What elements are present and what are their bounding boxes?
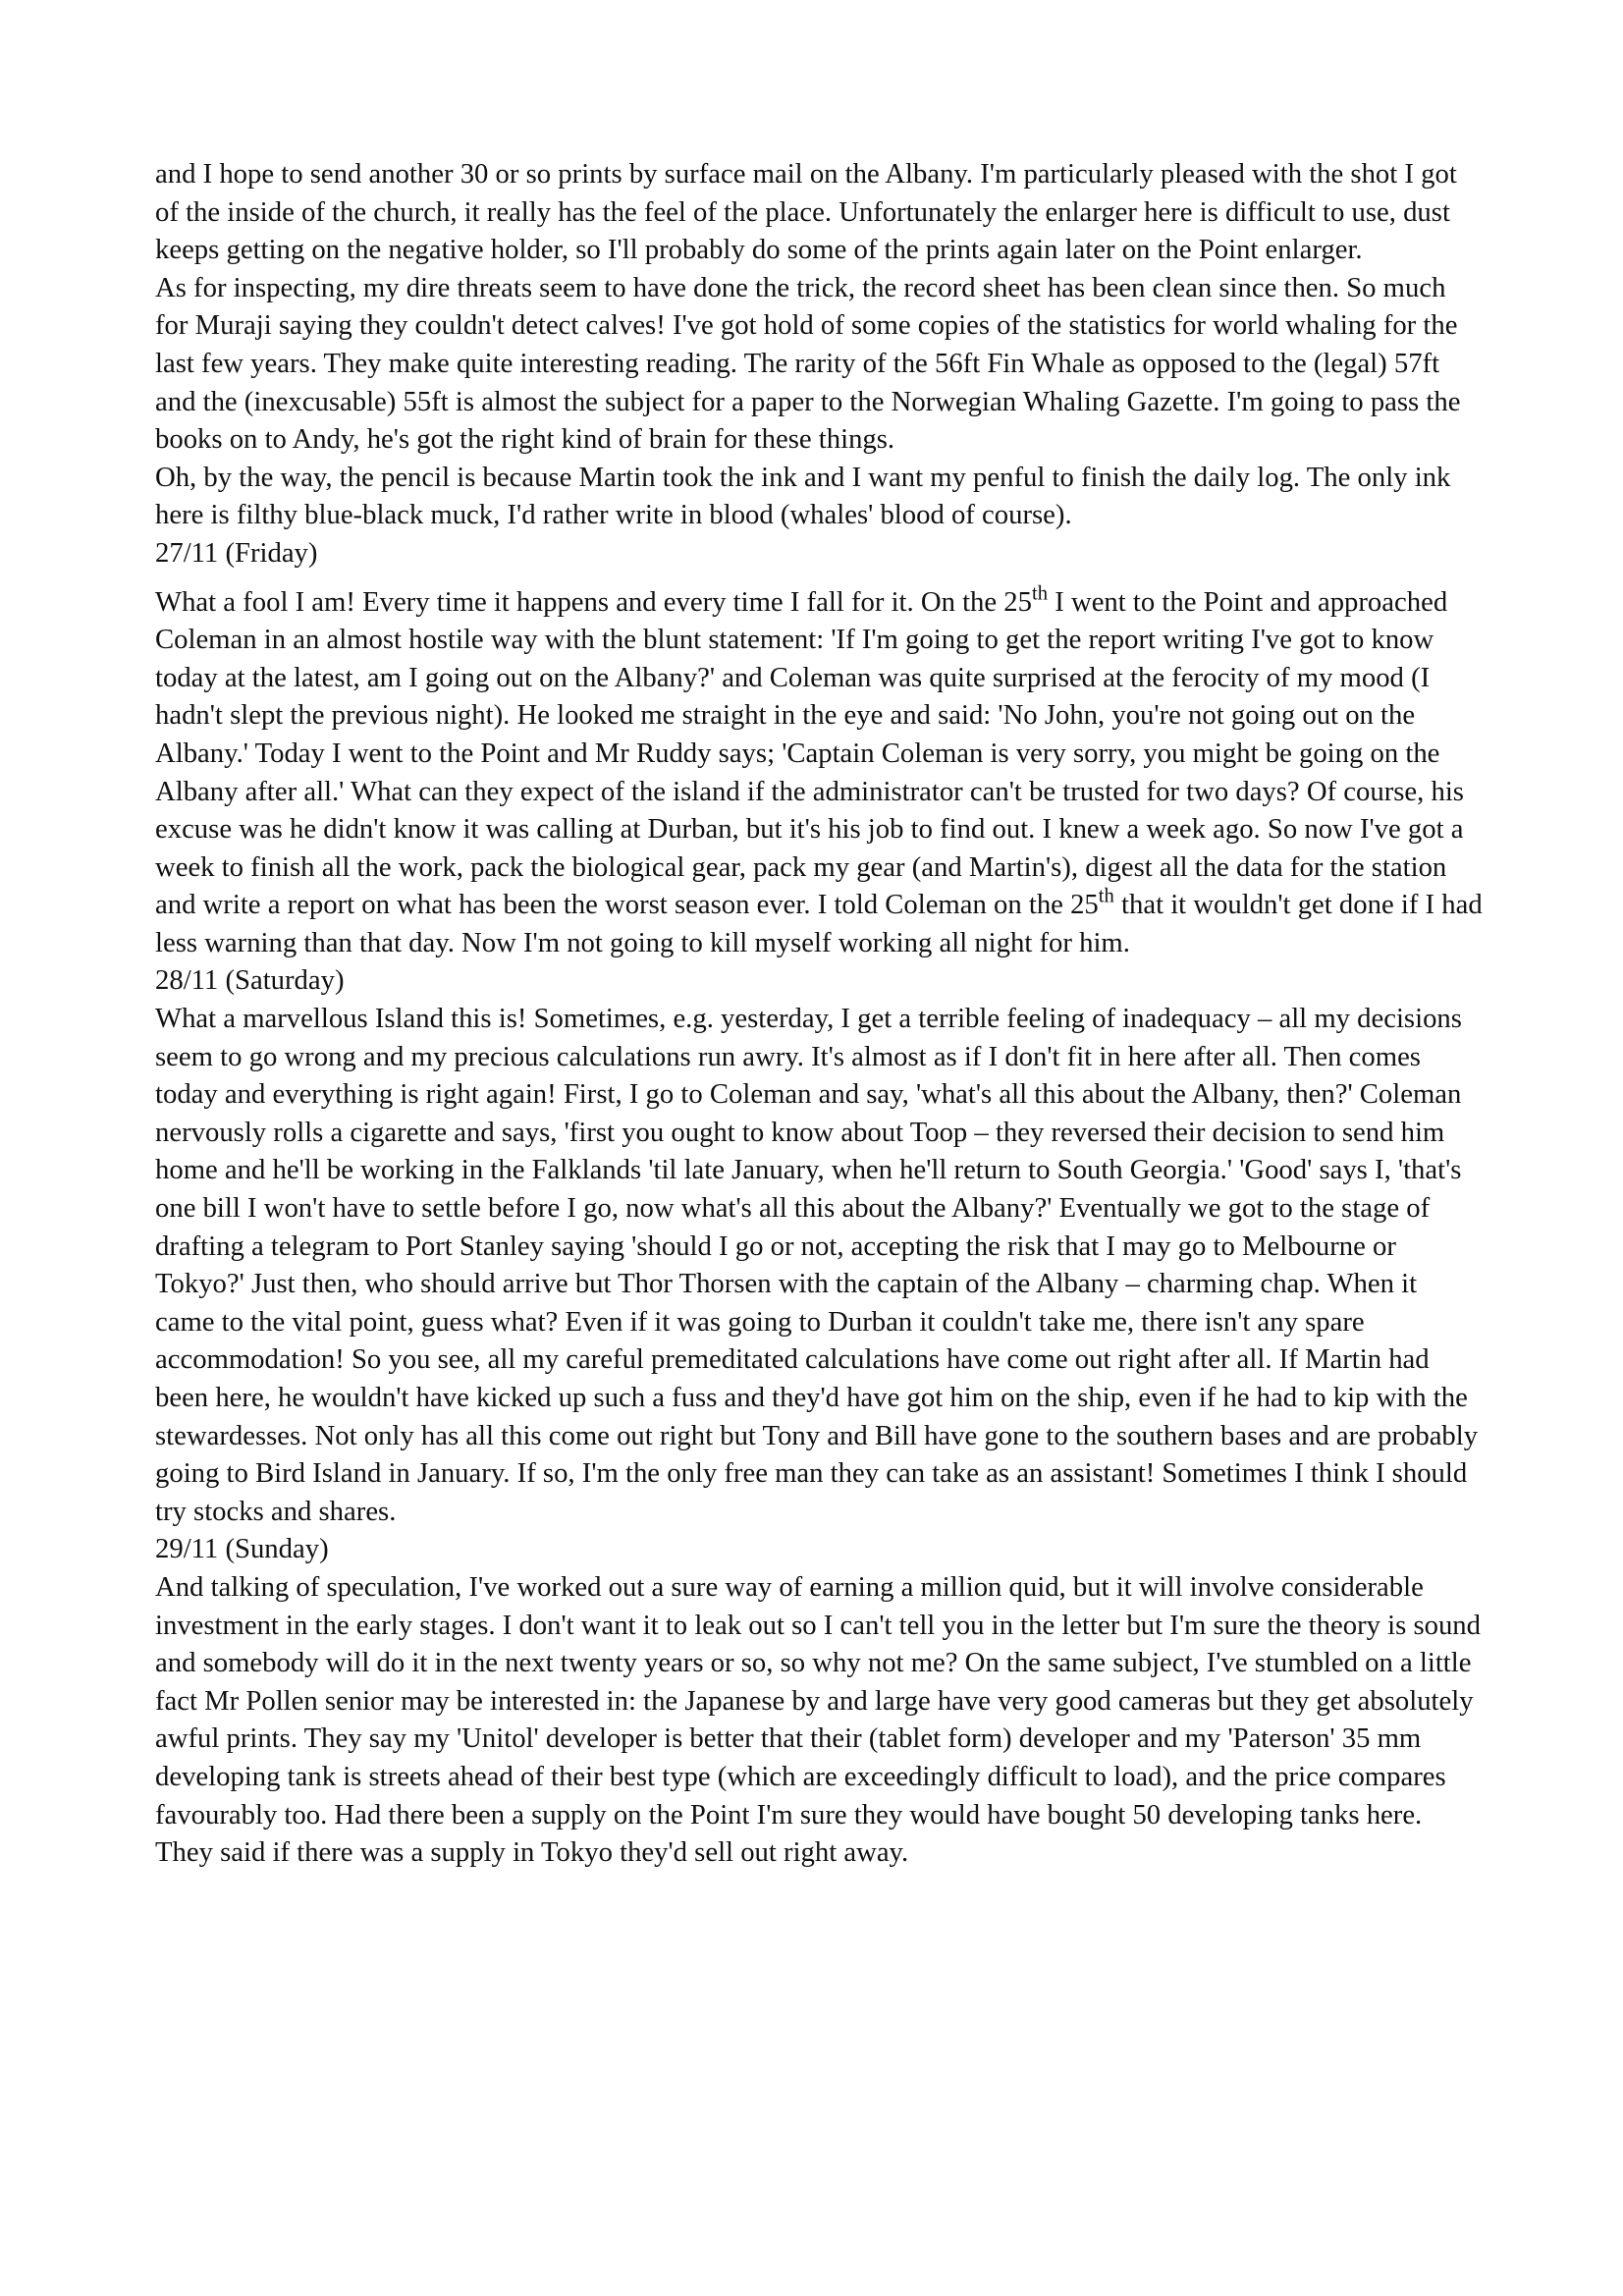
paragraph-fool-part-c: 25 <box>1070 889 1099 921</box>
paragraph-fool-part-b: I went to the Point and approached Coleman in an almost hostile way with the blunt statement: 'If I'm going to get the report writing I've got to know today at the latest, am I going out on the Albany?' and Coleman was quite surprised at the ferocity of my mood (I hadn't slept the previous night). He looked me straight in the eye and said: 'No John, you're not going out on the Albany.' Today I went to the Point and Mr Ruddy says; 'Captain Coleman is very sorry, you might be going on the Albany after all.' What can they expect of the island if the administrator can't be trusted for two days? Of course, his excuse was he didn't know it was calling at Durban, but it's his job to find out. I knew a week ago. So now I've got a week to finish all the work, pack the biological gear, pack my gear (and Martin's), digest all the data for the station and write a report on what has been the worst season ever. I told Coleman on the <box>155 585 1464 921</box>
letter-page <box>155 155 1483 1872</box>
paragraph-prints: and I hope to send another 30 or so prints by surface mail on the Albany. I'm particularly pleased with the shot I got of the inside of the church, it really has the feel of the place. Unfortunately the enlarger here is difficult to use, dust keeps getting on the negative holder, so I'll probably do some of the prints again later on the Point enlarger. <box>155 158 1457 266</box>
ordinal-suffix: th <box>1032 582 1049 605</box>
paragraph-fool-part-a: What a fool I am! Every time it happens and every time I fall for it. On the 25 <box>155 585 1032 618</box>
paragraph-inspecting: As for inspecting, my dire threats seem to have done the trick, the record sheet has been clean since then. So much for Muraji saying they couldn't detect calves! I've got hold of some copies of the statistics for world whaling for the last few years. They make quite interesting reading. The rarity of the 56ft Fin Whale as opposed to the (legal) 57ft and the (inexcusable) 55ft is almost the subject for a paper to the Norwegian Whaling Gazette. I'm going to pass the books on to Andy, he's got the right kind of brain for these things. <box>155 271 1461 456</box>
ordinal-suffix: th <box>1098 885 1114 907</box>
paragraph-fool <box>155 583 1483 962</box>
date-heading-28-11: 28/11 (Saturday) <box>155 964 345 997</box>
paragraph-fool-part-d: that it wouldn't get done if I had less warning than that day. Now I'm not going to kill myself working all night for him. <box>155 889 1483 958</box>
date-heading-29-11: 29/11 (Sunday) <box>155 1533 329 1565</box>
paragraph-pencil: Oh, by the way, the pencil is because Martin took the ink and I want my penful to finish the daily log. The only ink here is filthy blue-black muck, I'd rather write in blood (whales' blood of course). <box>155 461 1451 531</box>
paragraph-marvellous-island: What a marvellous Island this is! Sometimes, e.g. yesterday, I get a terrible feeling of inadequacy – all my decisions seem to go wrong and my precious calculations run awry. It's almost as if I don't fit in here after all. Then comes today and everything is right again! First, I go to Coleman and say, 'what's all this about the Albany, then?' Coleman nervously rolls a cigarette and says, 'first you ought to know about Toop – they reversed their decision to send him home and he'll be working in the Falklands 'til late January, when he'll return to South Georgia.' 'Good' says I, 'that's one bill I won't have to settle before I go, now what's all this about the Albany?' Eventually we got to the stage of drafting a telegram to Port Stanley saying 'should I go or not, accepting the risk that I may go to Melbourne or Tokyo?' Just then, who should arrive but Thor Thorsen with the captain of the Albany – charming chap. When it came to the vital point, guess what? Even if it was going to Durban it couldn't take me, there isn't any spare accommodation! So you see, all my careful premeditated calculations have come out right after all. If Martin had been here, he wouldn't have kicked up such a fuss and they'd have got him on the ship, even if he had to kip with the stewardesses. Not only has all this come out right but Tony and Bill have gone to the southern bases and are probably going to Bird Island in January. If so, I'm the only free man they can take as an assistant! Sometimes I think I should try stocks and shares. <box>155 1003 1479 1527</box>
date-heading-27-11: 27/11 (Friday) <box>155 536 318 569</box>
paragraph-speculation: And talking of speculation, I've worked out a sure way of earning a million quid, but it will involve considerable investment in the early stages. I don't want it to leak out so I can't tell you in the letter but I'm sure the theory is sound and somebody will do it in the next twenty years or so, so why not me? On the same subject, I've stumbled on a little fact Mr Pollen senior may be interested in: the Japanese by and large have very good cameras but they get absolutely awful prints. They say my 'Unitol' developer is better that their (tablet form) developer and my 'Paterson' 35 mm developing tank is streets ahead of their best type (which are exceedingly difficult to load), and the price compares favourably too. Had there been a supply on the Point I'm sure they would have bought 50 developing tanks here. They said if there was a supply in Tokyo they'd sell out right away. <box>155 1570 1481 1869</box>
